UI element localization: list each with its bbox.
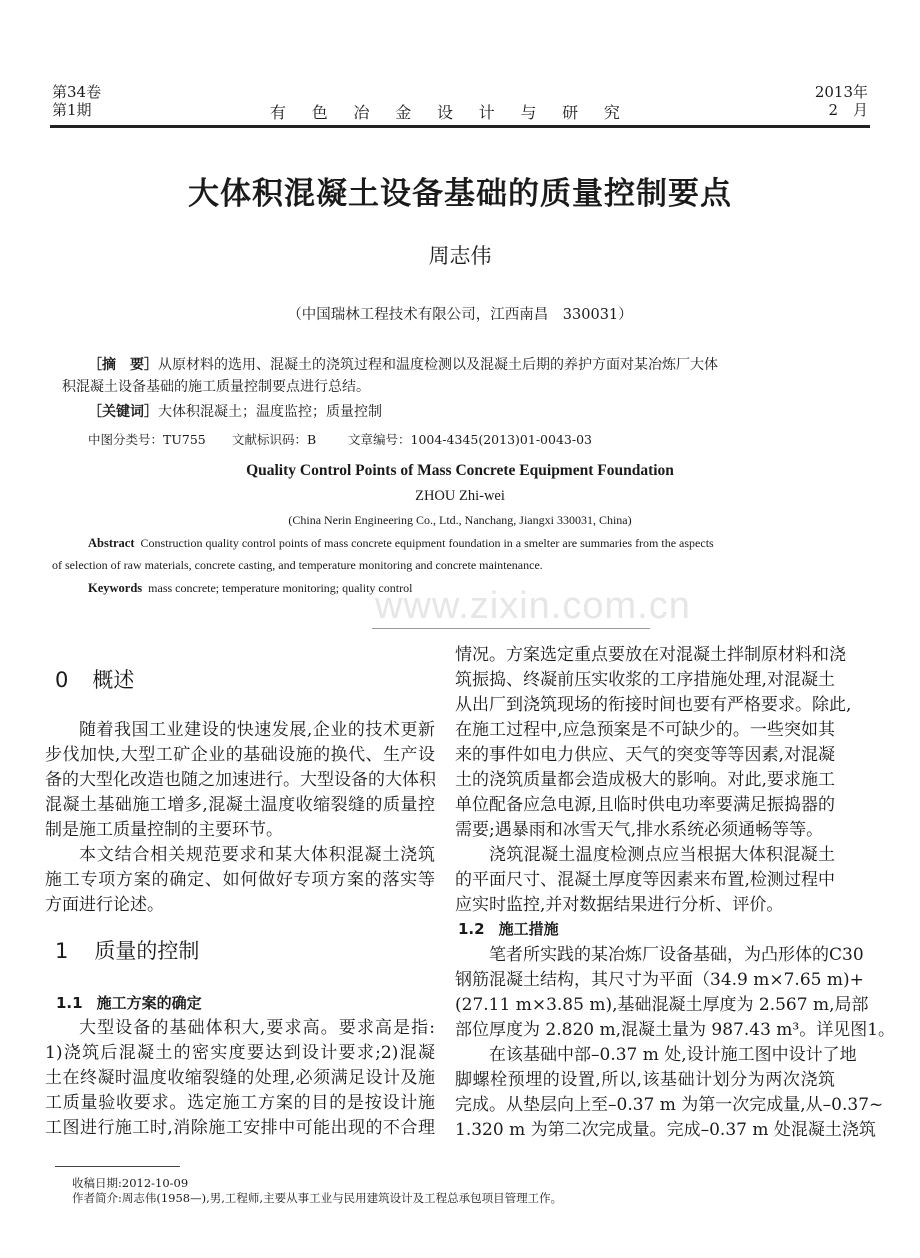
subsection-title: 施工措施 [498,920,559,938]
journal-char: 有 [270,103,287,122]
section-number: 1 [55,939,69,963]
subsection-title: 施工方案的确定 [96,994,202,1012]
section-number: 0 [55,668,69,692]
text-line: 脚螺栓预埋的设置,所以,该基础计划分为两次浇筑 [455,1070,835,1090]
text-line: 施工专项方案的确定、如何做好专项方案的落实等 [45,870,435,890]
text-line: 工质量验收要求。选定施工方案的目的是按设计施 [45,1093,435,1113]
journal-char: 金 [395,103,412,122]
text-line: 的平面尺寸、混凝土厚度等因素来布置,检测过程中 [455,870,835,890]
document-code: 文献标识码：B [232,432,317,447]
text-line: 应实时监控,并对数据结果进行分析、评价。 [455,895,784,915]
journal-title [270,100,620,123]
text-line: 步伐加快,大型工矿企业的基础设施的换代、生产设 [45,745,435,765]
volume-label: 第34卷 [52,83,102,101]
abstract-cn-label: ［摘 要］ [88,357,158,373]
english-abstract-line: of selection of raw materials, concrete casting, and temperature monitoring and concrete maintenance. [52,558,543,572]
subsection-number: 1.1 [56,994,83,1012]
text-line: 在该基础中部–0.37 m 处,设计施工图中设计了地 [489,1045,857,1065]
journal-char: 计 [478,103,495,122]
paper-title: 大体积混凝土设备基础的质量控制要点 [188,176,732,212]
text-line: 土在终凝时温度收缩裂缝的处理,必须满足设计及施 [45,1068,435,1088]
text-line: 大型设备的基础体积大,要求高。要求高是指: [79,1018,435,1038]
text-line: 本文结合相关规范要求和某大体积混凝土浇筑 [79,845,435,865]
english-keywords-text: mass concrete; temperature monitoring; quality control [148,581,413,595]
text-line: 完成。从垫层向上至–0.37 m 为第一次完成量,从–0.37~ [455,1095,884,1115]
header-rule [50,125,870,128]
watermark: www.zixin.com.cn [375,585,691,627]
text-line: 需要;遇暴雨和冰雪天气,排水系统必须通畅等等。 [455,820,824,840]
text-line: 1)浇筑后混凝土的密实度要达到设计要求;2)混凝 [45,1043,435,1063]
text-line: 1.320 m 为第二次完成量。完成–0.37 m 处混凝土浇筑 [455,1120,876,1140]
keywords-cn-text: 大体积混凝土；温度监控；质量控制 [158,404,382,420]
subsection-1-2-heading [458,917,559,942]
english-title: Quality Control Points of Mass Concrete Equipment Foundation [246,462,674,479]
section-title: 质量的控制 [94,939,200,963]
abstract-rule [372,628,650,629]
english-keywords-label: Keywords [88,581,143,595]
text-line: 制是施工质量控制的主要环节。 [45,820,283,840]
keywords-cn [88,402,382,423]
english-abstract-text: Construction quality control points of mass concrete equipment foundation in a smelter are summaries from the aspects [140,536,714,550]
english-affiliation: (China Nerin Engineering Co., Ltd., Nanchang, Jiangxi 330031, China) [288,513,632,527]
text-line: (27.11 m×3.85 m),基础混凝土厚度为 2.567 m,局部 [455,995,869,1015]
english-abstract-label: Abstract [88,536,135,550]
author-name: 周志伟 [428,244,492,268]
english-keywords [88,581,412,596]
text-line: 来的事件如电力供应、天气的突变等等因素,对混凝 [455,745,835,765]
text-line: 工图进行施工时,消除施工安排中可能出现的不合理 [45,1118,435,1138]
text-line: 备的大型化改造也随之加速进行。大型设备的大体积 [45,770,436,790]
issue-label: 第1期 [52,101,92,119]
text-line: 随着我国工业建设的快速发展,企业的技术更新 [79,720,435,740]
abstract-cn-text: 从原材料的选用、混凝土的浇筑过程和温度检测以及混凝土后期的养护方面对某冶炼厂大体 [158,357,718,373]
journal-char: 冶 [353,103,370,122]
keywords-cn-label: ［关键词］ [88,404,158,420]
section-1-heading [55,939,199,964]
text-line: 部位厚度为 2.820 m,混凝土量为 987.43 m³。详见图1。 [455,1020,896,1040]
text-line: 土的浇筑质量都会造成极大的影响。对此,要求施工 [455,770,835,790]
journal-char: 设 [436,103,453,122]
clc-number: 中图分类号：TU755 [88,432,206,447]
author-bio: 作者简介:周志伟(1958—),男,工程师,主要从事工业与民用建筑设计及工程总承包项目管理工作。 [72,1191,563,1205]
english-abstract-line [88,536,714,551]
year-label: 2013年 [814,83,868,101]
subsection-number: 1.2 [458,920,485,938]
abstract-cn-line: 积混凝土设备基础的施工质量控制要点进行总结。 [62,379,370,395]
text-line: 方面进行论述。 [45,895,164,915]
text-line: 钢筋混凝土结构，其尺寸为平面（34.9 m×7.65 m)+ [455,970,864,990]
article-number: 文章编号：1004-4345(2013)01-0043-03 [348,432,592,447]
text-line: 混凝土基础施工增多,混凝土温度收缩裂缝的质量控 [45,795,435,815]
text-line: 浇筑混凝土温度检测点应当根据大体积混凝土 [489,845,835,865]
section-0-heading [55,668,134,693]
affiliation: （中国瑞林工程技术有限公司，江西南昌 330031） [287,307,633,323]
footnote-rule [55,1166,180,1167]
journal-char: 与 [520,103,537,122]
abstract-cn-line [88,355,718,376]
subsection-1-1-heading [56,991,202,1016]
text-line: 筑振捣、终凝前压实收浆的工序措施处理,对混凝土 [455,670,835,690]
text-line: 从出厂到浇筑现场的衔接时间也要有严格要求。除此, [455,695,852,715]
text-line: 单位配备应急电源,且临时供电功率要满足振捣器的 [455,795,835,815]
month-label: 2 月 [828,101,868,119]
english-author: ZHOU Zhi-wei [415,488,505,504]
section-title: 概述 [92,668,135,692]
journal-char: 色 [311,103,328,122]
text-line: 在施工过程中,应急预案是不可缺少的。一些突如其 [455,720,835,740]
received-date: 收稿日期:2012-10-09 [72,1176,189,1190]
text-line: 笔者所实践的某冶炼厂设备基础，为凸形体的C30 [489,945,864,965]
journal-char: 研 [562,103,579,122]
text-line: 情况。方案选定重点要放在对混凝土拌制原材料和浇 [455,645,846,665]
journal-char: 究 [603,103,620,122]
